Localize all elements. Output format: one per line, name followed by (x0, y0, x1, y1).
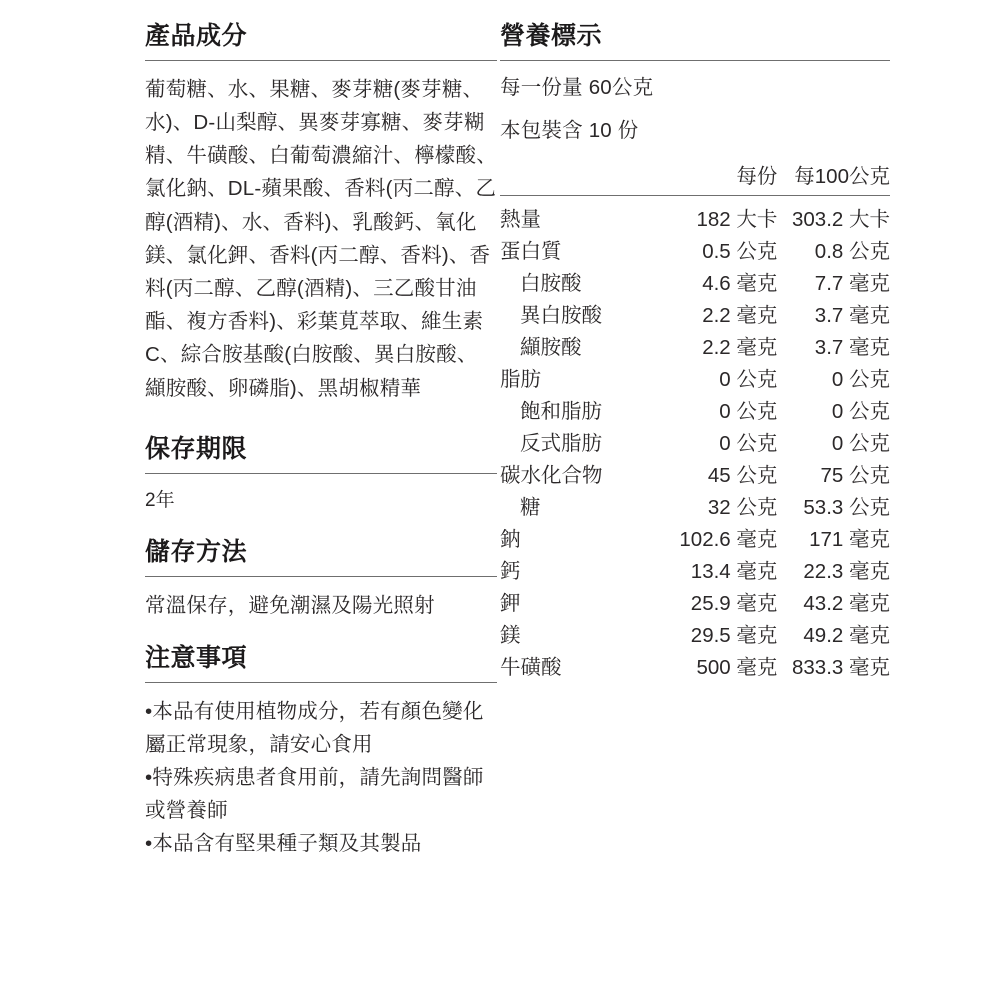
row-label: 熱量 (500, 208, 541, 232)
row-label: 鈉 (500, 528, 521, 552)
row-per-100g: 171 毫克 (809, 528, 890, 552)
column-header-per-100g: 每100公克 (794, 165, 890, 189)
column-header-blank (500, 157, 665, 196)
serving-size: 每一份量 60公克 (500, 75, 654, 99)
storage-section (145, 538, 497, 622)
nutrition-table (500, 157, 890, 681)
storage-title: 儲存方法 (145, 537, 248, 566)
table-row (500, 233, 890, 265)
nutrition-table-body (500, 196, 890, 682)
notes-section (145, 644, 497, 861)
table-row (500, 617, 890, 649)
table-row (500, 649, 890, 681)
row-per-100g: 22.3 毫克 (803, 560, 890, 584)
column-header-per-serving: 每份 (736, 165, 778, 189)
row-label: 蛋白質 (500, 240, 562, 264)
row-per-serving: 45 公克 (707, 464, 778, 488)
row-per-serving: 0.5 公克 (702, 240, 778, 264)
nutrition-header-row (500, 157, 890, 196)
row-per-serving: 0 公克 (719, 400, 778, 424)
row-per-100g: 833.3 毫克 (792, 656, 890, 680)
row-per-serving: 0 公克 (719, 432, 778, 456)
row-label: 異白胺酸 (520, 304, 602, 328)
table-row (500, 196, 890, 234)
note-line: •本品含有堅果種子類及其製品 (145, 832, 422, 856)
row-per-serving: 2.2 毫克 (702, 304, 778, 328)
row-label: 脂肪 (500, 368, 541, 392)
notes-divider (145, 682, 497, 683)
row-per-serving: 32 公克 (707, 496, 778, 520)
row-label: 纈胺酸 (520, 336, 582, 360)
note-line: •特殊疾病患者食用前，請先詢問醫師或營養師 (145, 766, 484, 823)
row-label: 鎂 (500, 624, 521, 648)
ingredients-section (145, 22, 497, 405)
table-row (500, 553, 890, 585)
table-row (500, 489, 890, 521)
row-per-serving: 500 毫克 (696, 656, 778, 680)
storage-divider (145, 576, 497, 577)
table-row (500, 425, 890, 457)
row-label: 鉀 (500, 592, 521, 616)
row-label: 反式脂肪 (520, 432, 602, 456)
row-per-100g: 303.2 大卡 (792, 208, 890, 232)
row-label: 鈣 (500, 560, 521, 584)
storage-text: 常溫保存，避免潮濕及陽光照射 (145, 593, 435, 617)
row-per-serving: 29.5 毫克 (690, 624, 778, 648)
row-per-serving: 2.2 毫克 (702, 336, 778, 360)
table-row (500, 393, 890, 425)
row-label: 飽和脂肪 (520, 400, 602, 424)
shelf-life-value: 2年 (145, 489, 175, 511)
row-label: 牛磺酸 (500, 656, 562, 680)
row-label: 白胺酸 (520, 272, 582, 296)
note-line: •本品有使用植物成分，若有顏色變化屬正常現象，請安心食用 (145, 699, 484, 756)
table-row (500, 361, 890, 393)
row-per-100g: 53.3 公克 (803, 496, 890, 520)
servings-per-pack: 本包裝含 10 份 (500, 118, 639, 142)
shelf-life-section (145, 435, 497, 516)
row-per-serving: 4.6 毫克 (702, 272, 778, 296)
table-row (500, 457, 890, 489)
row-per-serving: 0 公克 (719, 368, 778, 392)
row-per-100g: 49.2 毫克 (803, 624, 890, 648)
row-per-serving: 13.4 毫克 (690, 560, 778, 584)
row-per-100g: 0 公克 (831, 368, 890, 392)
left-column (145, 22, 497, 883)
row-label: 碳水化合物 (500, 464, 603, 488)
ingredients-text: 葡萄糖、水、果糖、麥芽糖(麥芽糖、水)、D-山梨醇、異麥芽寡糖、麥芽糊精、牛磺酸、白葡萄濃縮汁、檸檬酸、氯化鈉、DL-蘋果酸、香料(丙二醇、乙醇(酒精)、水、香料)、乳酸鈣、氧化鎂、氯化鉀、香料(丙二醇、香料)、香料(丙二醇、乙醇(酒精)、三乙酸甘油酯、複方香料)、彩葉莧萃取、維生素C、綜合胺基酸(白胺酸、異白胺酸、纈胺酸、卵磷脂)、黑胡椒精華 (145, 77, 497, 400)
row-per-100g: 75 公克 (820, 464, 890, 488)
ingredients-divider (145, 60, 497, 61)
table-row (500, 265, 890, 297)
row-per-100g: 3.7 毫克 (814, 304, 890, 328)
row-per-100g: 0 公克 (831, 400, 890, 424)
table-row (500, 329, 890, 361)
nutrition-title: 營養標示 (500, 22, 603, 50)
notes-title: 注意事項 (145, 643, 248, 672)
row-per-serving: 182 大卡 (696, 208, 778, 232)
table-row (500, 297, 890, 329)
row-per-100g: 0.8 公克 (814, 240, 890, 264)
row-per-100g: 3.7 毫克 (814, 336, 890, 360)
nutrition-table-head (500, 157, 890, 196)
right-column (500, 22, 890, 681)
table-row (500, 521, 890, 553)
shelf-life-divider (145, 473, 497, 474)
row-per-100g: 7.7 毫克 (814, 272, 890, 296)
row-per-100g: 0 公克 (831, 432, 890, 456)
ingredients-title: 產品成分 (145, 22, 248, 50)
row-per-serving: 102.6 毫克 (679, 528, 778, 552)
row-label: 糖 (520, 496, 541, 520)
row-per-serving: 25.9 毫克 (690, 592, 778, 616)
row-per-100g: 43.2 毫克 (803, 592, 890, 616)
shelf-life-title: 保存期限 (145, 434, 248, 463)
nutrition-divider (500, 60, 890, 61)
table-row (500, 585, 890, 617)
